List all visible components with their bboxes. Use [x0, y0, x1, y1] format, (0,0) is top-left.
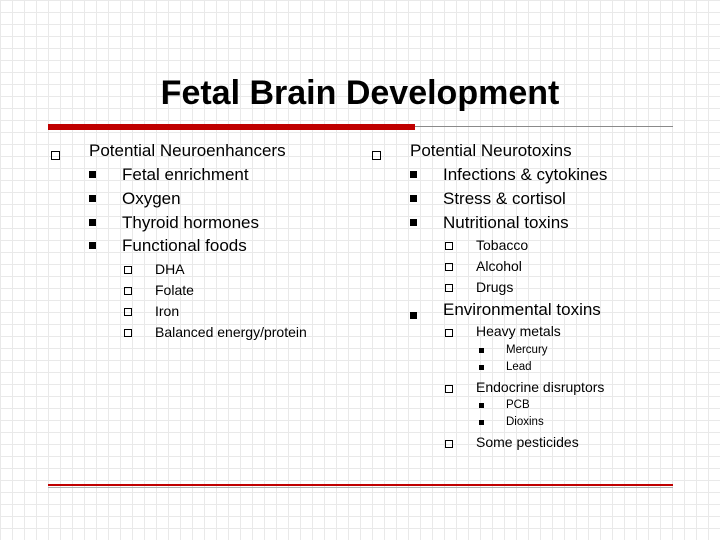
- list-item: Mercury: [506, 344, 548, 356]
- list-item: Functional foods: [122, 236, 247, 255]
- list-item: Oxygen: [122, 189, 181, 208]
- list-item: Folate: [155, 282, 194, 298]
- list-item: Stress & cortisol: [443, 189, 566, 208]
- list-item: Alcohol: [476, 258, 522, 274]
- square-bullet-icon: [410, 195, 417, 202]
- square-bullet-icon: [410, 219, 417, 226]
- title-rule-red: [48, 124, 415, 130]
- hollow-square-bullet-icon: [445, 329, 453, 337]
- square-bullet-icon: [89, 219, 96, 226]
- list-item: Some pesticides: [476, 434, 579, 450]
- neuroenhancers-heading: Potential Neuroenhancers: [89, 141, 286, 160]
- hollow-square-bullet-icon: [124, 308, 132, 316]
- square-bullet-icon: [89, 195, 96, 202]
- square-bullet-icon: [479, 348, 484, 353]
- title-rule-grey: [415, 126, 673, 127]
- list-item: Nutritional toxins: [443, 213, 569, 232]
- list-item: Infections & cytokines: [443, 165, 608, 184]
- square-bullet-icon: [410, 171, 417, 178]
- footer-rule-red: [48, 484, 673, 486]
- square-bullet-icon: [479, 403, 484, 408]
- neurotoxins-heading: Potential Neurotoxins: [410, 141, 572, 160]
- hollow-square-bullet-icon: [372, 151, 381, 160]
- list-item: Thyroid hormones: [122, 213, 260, 232]
- list-item: Dioxins: [506, 416, 544, 428]
- list-item: PCB: [506, 399, 530, 411]
- square-bullet-icon: [410, 312, 417, 319]
- square-bullet-icon: [479, 365, 484, 370]
- list-item: Balanced energy/protein: [155, 324, 307, 340]
- hollow-square-bullet-icon: [51, 151, 60, 160]
- square-bullet-icon: [479, 420, 484, 425]
- hollow-square-bullet-icon: [124, 266, 132, 274]
- square-bullet-icon: [89, 171, 96, 178]
- list-item: DHA: [155, 261, 185, 277]
- hollow-square-bullet-icon: [445, 385, 453, 393]
- footer-rule-grey: [48, 487, 673, 488]
- hollow-square-bullet-icon: [124, 287, 132, 295]
- square-bullet-icon: [89, 242, 96, 249]
- list-item: Heavy metals: [476, 323, 561, 339]
- list-item: Endocrine disruptors: [476, 379, 605, 395]
- hollow-square-bullet-icon: [124, 329, 132, 337]
- hollow-square-bullet-icon: [445, 242, 453, 250]
- list-item: Environmental toxins: [443, 300, 601, 319]
- hollow-square-bullet-icon: [445, 440, 453, 448]
- slide-title: Fetal Brain Development: [160, 74, 560, 112]
- list-item: Lead: [506, 361, 532, 373]
- list-item: Drugs: [476, 279, 514, 295]
- list-item: Tobacco: [476, 237, 529, 253]
- hollow-square-bullet-icon: [445, 284, 453, 292]
- list-item: Iron: [155, 303, 180, 319]
- hollow-square-bullet-icon: [445, 263, 453, 271]
- list-item: Fetal enrichment: [122, 165, 249, 184]
